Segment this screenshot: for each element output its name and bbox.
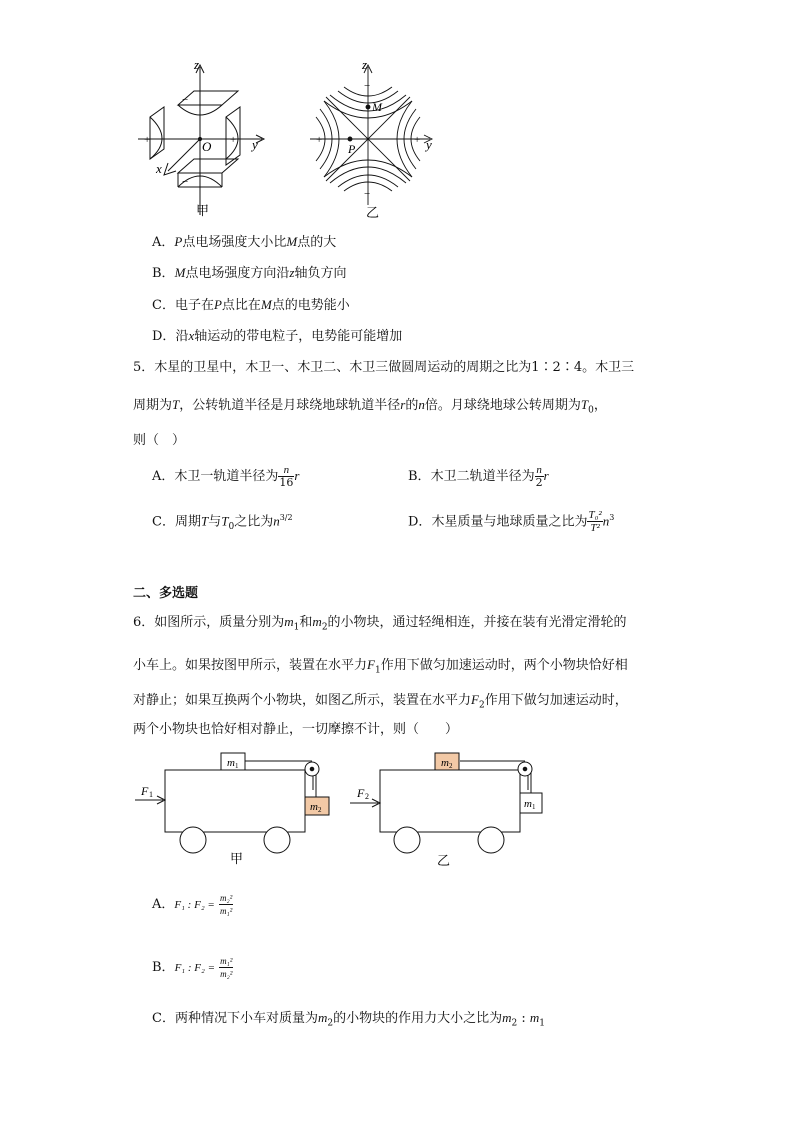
svg-text:F: F xyxy=(141,784,149,798)
q5-stem-line3: 则（ ） xyxy=(133,433,186,448)
svg-text:2: 2 xyxy=(449,762,453,770)
fig2-caption-yi: 乙 xyxy=(437,853,451,868)
svg-text:m: m xyxy=(441,757,449,769)
figure-jia-quadrupole xyxy=(138,65,264,215)
svg-text:m: m xyxy=(524,798,532,810)
svg-text:−: − xyxy=(182,94,189,106)
q6-stem-line3: 对静止；如果互换两个小物块，如图乙所示，装置在水平力$F_2$作用下做匀加速运动时， xyxy=(133,692,628,711)
q5-stem-line2: 周期为T，公转轨道半径是月球绕地球轨道半径r的n倍。月球绕地球公转周期为$T_0$， xyxy=(133,397,607,416)
q6-option-b: B．F₁ : F₂ = $\frac{\text{m₁²}}{\text{m₂²}}$ xyxy=(152,956,233,979)
q4-option-b: B．M点电场强度方向沿z轴负方向 xyxy=(152,265,347,281)
fig1-P-label: P xyxy=(348,142,356,156)
svg-text:m: m xyxy=(310,801,318,813)
section-title-multiple-choice: 二、多选题 xyxy=(133,586,199,601)
q4-option-c: C．电子在P点比在M点的电势能小 xyxy=(152,297,350,313)
svg-text:+: + xyxy=(316,134,323,146)
q4-option-a: A．P点电场强度大小比M点的大 xyxy=(152,234,337,250)
cart-jia xyxy=(135,761,319,853)
fig1-x-label: x xyxy=(156,161,162,176)
svg-text:−: − xyxy=(182,176,189,188)
fig1-O-label: O xyxy=(202,139,212,154)
svg-text:1: 1 xyxy=(149,790,153,799)
svg-text:y: y xyxy=(426,137,432,152)
svg-text:z: z xyxy=(362,57,368,72)
svg-text:m: m xyxy=(227,757,235,769)
svg-text:F: F xyxy=(357,786,365,800)
cart-pulley-figure xyxy=(135,745,555,870)
fig1-z-label-left: z xyxy=(194,57,200,72)
svg-text:2: 2 xyxy=(318,806,322,814)
svg-text:−: − xyxy=(364,188,371,200)
svg-text:1: 1 xyxy=(235,762,239,770)
svg-text:1: 1 xyxy=(532,803,536,811)
svg-text:+: + xyxy=(414,134,421,146)
q5-option-a: A．木卫一轨道半径为 $\frac{n}{16}$ r xyxy=(152,464,300,489)
q5-option-c: C．周期T与$T_0$之比为$n^{3/2}$ xyxy=(152,513,293,532)
fig2-caption-jia: 甲 xyxy=(230,851,244,866)
svg-text:+: + xyxy=(144,134,151,146)
fig1-caption-yi: 乙 xyxy=(366,205,380,220)
q6-stem-line2: 小车上。如果按图甲所示，装置在水平力$F_1$作用下做匀加速运动时，两个小物块恰好相 xyxy=(133,657,628,676)
fig1-caption-jia: 甲 xyxy=(196,203,210,218)
q6-stem-line1: 6．如图所示，质量分别为$m_1$和$m_2$的小物块，通过轻绳相连，并接在装有光滑定滑轮的 xyxy=(133,614,627,633)
svg-text:+: + xyxy=(230,134,237,146)
cart-yi xyxy=(350,761,532,853)
q6-option-a: A．F₁ : F₂ = $\frac{\text{m₂²}}{\text{m₁²}}$ xyxy=(152,893,233,916)
q4-option-d: D．沿x轴运动的带电粒子，电势能可能增加 xyxy=(152,328,403,344)
q6-stem-line4: 两个小物块也恰好相对静止，一切摩擦不计，则（ ） xyxy=(133,722,459,737)
q5-option-b: B．木卫二轨道半径为 $\frac{n}{2}$ r xyxy=(408,464,549,489)
q5-stem-line1: 5．木星的卫星中，木卫一、木卫二、木卫三做圆周运动的周期之比为1∶2∶4。木卫三 xyxy=(133,360,635,375)
fig1-M-label: M xyxy=(372,100,382,114)
q5-option-d: D．木星质量与地球质量之比为 $\frac{\text{T₀²}}{\text{T²}}$ $n^3$ xyxy=(408,509,615,535)
fig1-y-label-left: y xyxy=(252,137,258,152)
q6-option-c: C．两种情况下小车对质量为$m_2$的小物块的作用力大小之比为$m_2$ : $m_1$ xyxy=(152,1010,546,1029)
svg-text:2: 2 xyxy=(365,792,369,801)
svg-text:−: − xyxy=(364,80,371,92)
electric-field-figure xyxy=(130,55,450,225)
